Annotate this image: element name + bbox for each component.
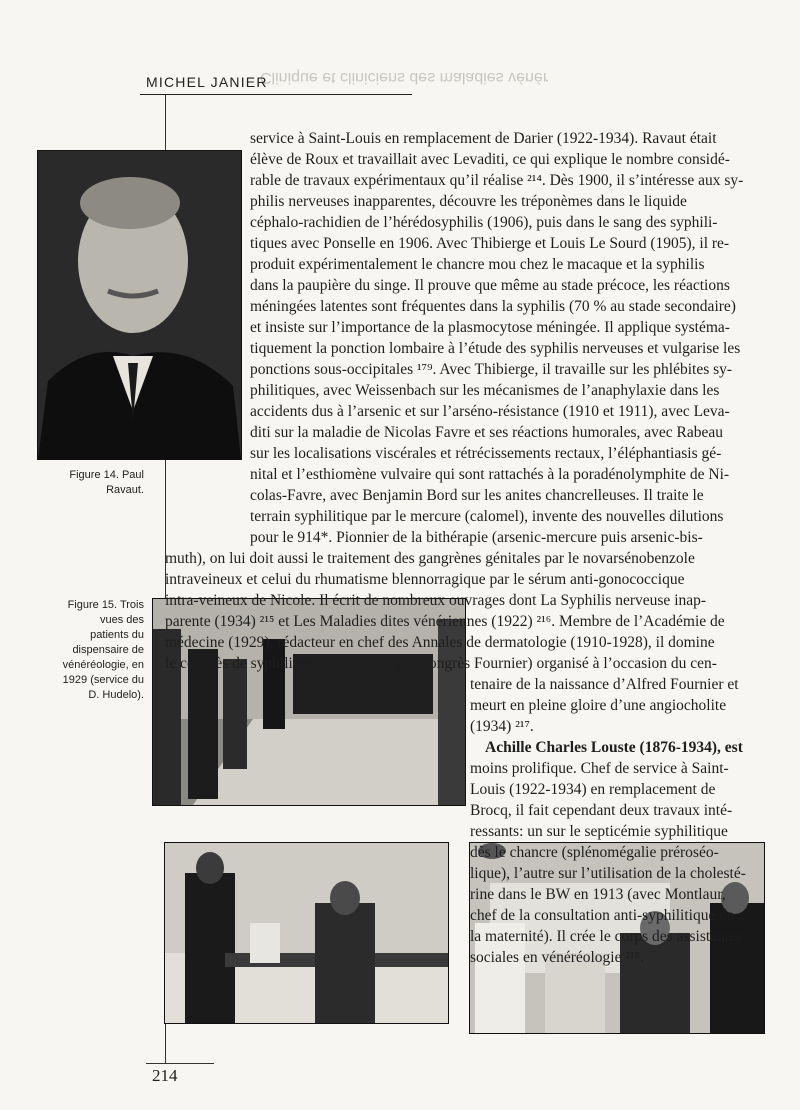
body-line: moins prolifique. Chef de service à Saint- — [470, 760, 729, 777]
body-line: muth), on lui doit aussi le traitement des gangrènes génitales par le novarsénobenzole — [165, 550, 695, 567]
body-line: Louis (1922-1934) en remplacement de — [470, 781, 716, 798]
figure-14-portrait-photo — [37, 150, 242, 460]
body-line: Achille Charles Louste (1876-1934), est — [485, 739, 743, 756]
body-line: sociales en vénéréologie ²¹⁸. — [470, 949, 644, 966]
body-line: ponctions sous-occipitales ¹⁷⁹. Avec Thibierge, il travaille sur les phlébites sy- — [250, 361, 733, 378]
body-line: méningées latentes sont fréquentes dans la syphilis (70 % au stade secondaire) — [250, 298, 736, 315]
body-line: (1934) ²¹⁷. — [470, 718, 534, 735]
body-line: et insiste sur l’importance de la plasmocytose méningée. Il applique systéma- — [250, 319, 730, 336]
body-line: sur les localisations viscérales et rétrécissements rectaux, l’éléphantiasis gé- — [250, 445, 722, 462]
body-line: meurt en pleine gloire d’une angiocholite — [470, 697, 727, 714]
vertical-rule-bottom — [165, 1022, 166, 1064]
body-line: céphalo-rachidien de l’hérédosyphilis (1906), puis dans le sang des syphili- — [250, 214, 718, 231]
body-line: accidents dus à l’arsenic et sur l’arséno-résistance (1910 et 1911), avec Leva- — [250, 403, 730, 420]
body-line: pour le 914*. Pionnier de la bithérapie (arsenic-mercure puis arsenic-bis- — [250, 529, 703, 546]
body-line: Brocq, il fait cependant deux travaux inté- — [470, 802, 733, 819]
body-line: parente (1934) ²¹⁵ et Les Maladies dites vénériennes (1922) ²¹⁶. Membre de l’Académie de — [165, 613, 725, 630]
body-line: lique), l’autre sur l’utilisation de la cholesté- — [470, 865, 746, 882]
figure-15-caption: Figure 15. Trois vues des patients du dispensaire de vénéréologie, en 1929 (service du D. Hudelo). — [62, 599, 144, 701]
page-number: 214 — [152, 1066, 178, 1085]
body-line: tiques avec Ponselle en 1906. Avec Thibierge et Louis Le Sourd (1905), il re- — [250, 235, 730, 252]
body-line: nital et l’esthiomène vulvaire qui sont rattachés à la poradénolymphite de Ni- — [250, 466, 730, 483]
body-line: tenaire de la naissance d’Alfred Fournier et — [470, 676, 739, 693]
body-line: rable de travaux expérimentaux qu’il réalise ²¹⁴. Dès 1900, il s’intéresse aux sy- — [250, 172, 744, 189]
body-line: médecine (1929), rédacteur en chef des Annales de dermatologie (1910-1928), il domine — [165, 634, 715, 651]
body-line: rine dans le BW en 1913 (avec Montlaur, — [470, 886, 726, 903]
body-line: tiquement la ponction lombaire à l’étude des syphilis nerveuses et vulgarise les — [250, 340, 741, 357]
body-line: philis nerveuses inapparentes, découvre les tréponèmes dans le liquide — [250, 193, 687, 210]
body-line: élève de Roux et travaillait avec Levaditi, ce qui explique le nombre considé- — [250, 151, 730, 168]
body-line: colas-Favre, avec Benjamin Bord sur les anites chancrelleuses. Il traite le — [250, 487, 704, 504]
figure-14-caption: Figure 14. Paul Ravaut. — [69, 469, 144, 496]
body-line: la maternité). Il crée le corps des assistantes — [470, 928, 742, 945]
footer-rule — [146, 1063, 214, 1064]
body-line: ressants: un sur le septicémie syphilitique — [470, 823, 728, 840]
header-rule — [140, 94, 412, 95]
figure-15-photo-consultation-desk — [164, 842, 449, 1024]
body-line: chef de la consultation anti-syphilitique de — [470, 907, 734, 924]
bleed-through-text: Clinique et cliniciens des maladies vénér — [260, 69, 549, 86]
body-line: dans la paupière du singe. Il prouve que même au stade précoce, les réactions — [250, 277, 730, 294]
running-header-author: MICHEL JANIER — [146, 74, 268, 90]
body-line: le congrès de syphiligraphie de 1932 (dit congrès Fournier) organisé à l’occasion du cen- — [165, 655, 717, 672]
body-line: produit expérimentalement le chancre mou chez le macaque et la syphilis — [250, 256, 705, 273]
body-line: service à Saint-Louis en remplacement de Darier (1922-1934). Ravaut était — [250, 130, 717, 147]
body-line: diti sur la maladie de Nicolas Favre et ses réactions humorales, avec Rabeau — [250, 424, 724, 441]
body-line: dès le chancre (splénomégalie préroséo- — [470, 844, 719, 861]
body-line: philitiques, avec Weissenbach sur les mécanismes de l’anaphylaxie dans les — [250, 382, 720, 399]
body-line: terrain syphilitique par le mercure (calomel), invente des nouvelles dilutions — [250, 508, 724, 525]
vertical-rule-top — [165, 95, 166, 155]
body-line: intra-veineux de Nicole. Il écrit de nombreux ouvrages dont La Syphilis nerveuse inap- — [165, 592, 707, 609]
body-line: intraveineux et celui du rhumatisme blennorragique par le sérum anti-gonococcique — [165, 571, 685, 588]
